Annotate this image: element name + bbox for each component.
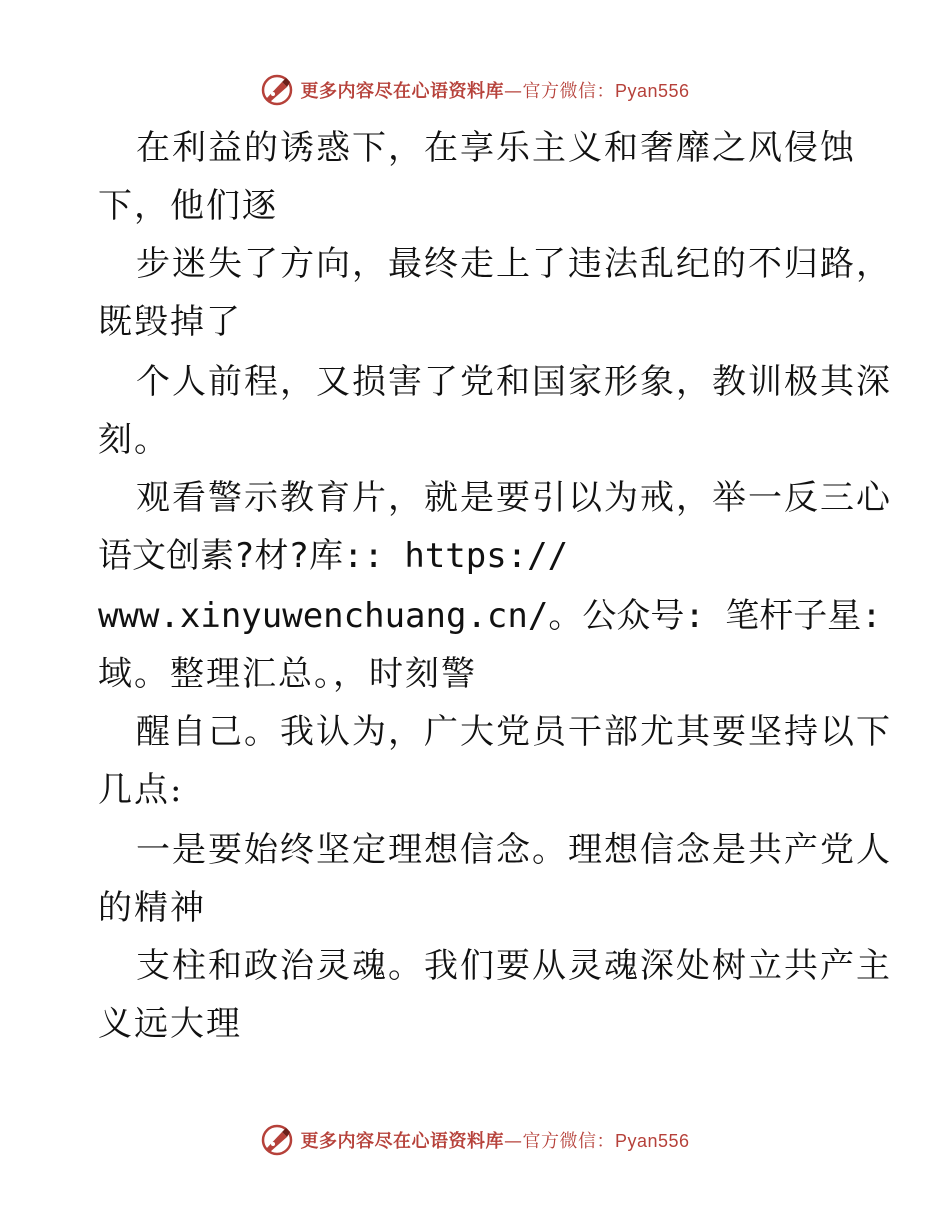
paragraph-line-4: 既毁掉了 — [98, 302, 242, 342]
paragraph-line-10: 域。整理汇总。，时刻警 — [98, 654, 477, 694]
paragraph-line-12: 几点: — [98, 770, 184, 810]
banner-dash: — — [503, 1131, 523, 1152]
paragraph-line-1: 在利益的诱惑下，在享乐主义和奢靡之风侵蚀 — [136, 128, 856, 168]
paragraph-line-14: 的精神 — [98, 888, 206, 928]
footer-banner — [0, 1120, 950, 1160]
banner-main-text: 更多内容尽在心语资料库 — [300, 81, 504, 102]
banner-wechat-id: Pyan556 — [614, 81, 690, 101]
paragraph-line-13: 一是要始终坚定理想信念。理想信念是共产党人 — [136, 830, 892, 870]
header-banner — [0, 70, 950, 110]
banner-wechat-label: 官方微信： — [522, 81, 615, 102]
paragraph-line-5: 个人前程，又损害了党和国家形象，教训极其深 — [136, 362, 892, 402]
paragraph-line-9: www.xinyuwenchuang.cn/。公众号: 笔杆子星: — [98, 596, 882, 636]
banner-text — [300, 1127, 689, 1153]
banner-text — [300, 77, 689, 103]
paragraph-line-8: 语文创素?材?库:: https:// — [98, 536, 569, 576]
pen-nib-logo-icon — [260, 1123, 294, 1157]
paragraph-line-3: 步迷失了方向，最终走上了违法乱纪的不归路， — [136, 244, 892, 284]
paragraph-line-2: 下，他们逐 — [98, 186, 278, 226]
banner-wechat-id: Pyan556 — [614, 1131, 690, 1151]
pen-nib-logo-icon — [260, 73, 294, 107]
paragraph-line-15: 支柱和政治灵魂。我们要从灵魂深处树立共产主 — [136, 946, 892, 986]
banner-dash: — — [503, 81, 523, 102]
paragraph-line-16: 义远大理 — [98, 1004, 242, 1044]
paragraph-line-11: 醒自己。我认为，广大党员干部尤其要坚持以下 — [136, 712, 892, 752]
paragraph-line-7: 观看警示教育片，就是要引以为戒，举一反三心 — [136, 478, 892, 518]
paragraph-line-6: 刻。 — [98, 420, 170, 460]
banner-main-text: 更多内容尽在心语资料库 — [300, 1131, 504, 1152]
banner-wechat-label: 官方微信： — [522, 1131, 615, 1152]
